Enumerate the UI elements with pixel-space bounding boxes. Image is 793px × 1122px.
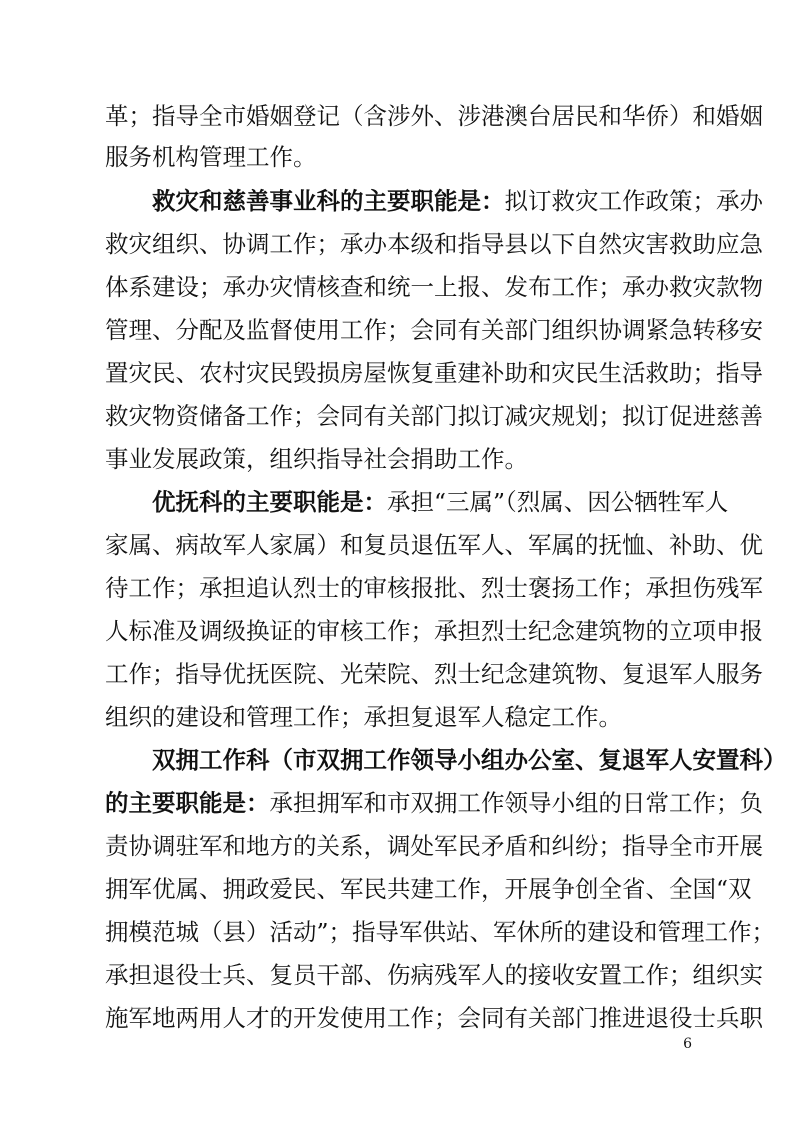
text-line: 组织的建设和管理工作；承担复退军人稳定工作。 (105, 703, 622, 731)
text-line: 人标准及调级换证的审核工作；承担烈士纪念建筑物的立项申报 (105, 617, 763, 645)
paragraph-heading: 双拥工作科（市双拥工作领导小组办公室、复退军人安置科） (152, 746, 787, 774)
paragraph-first-line (152, 487, 729, 517)
paragraph-line (105, 788, 763, 818)
text-line: 救灾物资储备工作；会同有关部门拟订减灾规划；拟订促进慈善 (105, 402, 763, 430)
text-span: 承担“三属”（烈属、因公牺牲军人 (387, 488, 729, 516)
text-line: 工作；指导优抚医院、光荣院、烈士纪念建筑物、复退军人服务 (105, 660, 763, 688)
paragraph-first-line (152, 186, 763, 216)
text-line: 责协调驻军和地方的关系，调处军民矛盾和纠纷；指导全市开展 (105, 832, 763, 860)
paragraph-heading: 救灾和慈善事业科的主要职能是： (152, 187, 505, 215)
text-span: 承担拥军和市双拥工作领导小组的日常工作；负 (269, 789, 763, 817)
text-line: 家属、病故军人家属）和复员退伍军人、军属的抚恤、补助、优 (105, 531, 763, 559)
page-number: 6 (683, 1036, 692, 1052)
text-line: 救灾组织、协调工作；承办本级和指导县以下自然灾害救助应急 (105, 230, 763, 258)
text-line: 置灾民、农村灾民毁损房屋恢复重建补助和灾民生活救助；指导 (105, 359, 763, 387)
text-span: 拟订救灾工作政策；承办 (504, 187, 763, 215)
text-line: 管理、分配及监督使用工作；会同有关部门组织协调紧急转移安 (105, 316, 763, 344)
text-line: 施军地两用人才的开发使用工作；会同有关部门推进退役士兵职 (105, 1004, 763, 1032)
text-line: 承担退役士兵、复员干部、伤病残军人的接收安置工作；组织实 (105, 961, 763, 989)
text-line: 革；指导全市婚姻登记（含涉外、涉港澳台居民和华侨）和婚姻 (105, 102, 763, 130)
paragraph-heading: 优抚科的主要职能是： (152, 488, 387, 516)
text-line: 拥模范城（县）活动”；指导军供站、军休所的建设和管理工作； (105, 918, 776, 946)
text-line: 体系建设；承办灾情核查和统一上报、发布工作；承办救灾款物 (105, 273, 763, 301)
text-line: 待工作；承担追认烈士的审核报批、烈士褒扬工作；承担伤残军 (105, 574, 763, 602)
text-line: 拥军优属、拥政爱民、军民共建工作，开展争创全省、全国“双 (105, 875, 752, 903)
text-line: 服务机构管理工作。 (105, 143, 317, 171)
text-line: 事业发展政策，组织指导社会捐助工作。 (105, 445, 528, 473)
paragraph-heading: 的主要职能是： (105, 789, 270, 817)
